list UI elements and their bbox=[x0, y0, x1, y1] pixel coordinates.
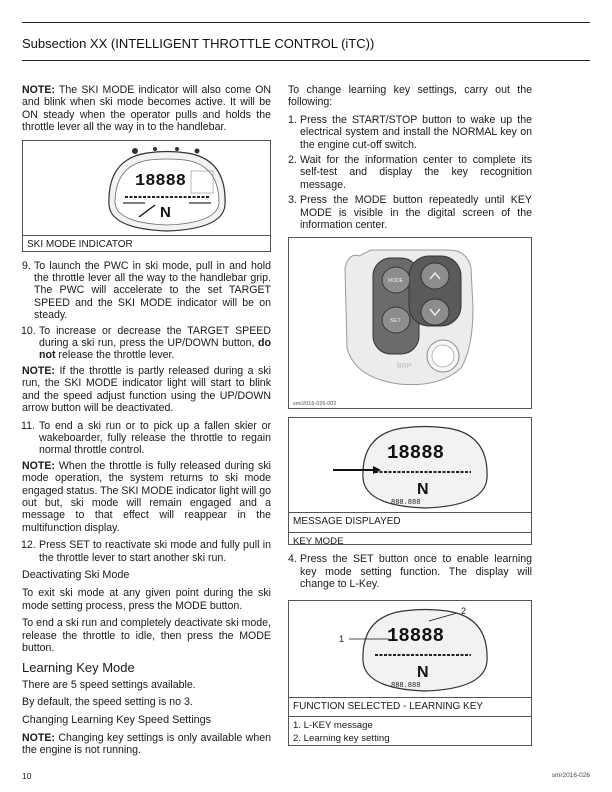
heading-learning-key: Learning Key Mode bbox=[22, 660, 135, 676]
note-text: When the throttle is fully released during ski mode operation, the system returns to ski mode engaged status. The SKI MODE indicator light will go out but, ski mode will remain engaged and a message to that effect will reappear in the multifunction display. bbox=[22, 459, 271, 534]
figure-control-buttons bbox=[288, 237, 532, 409]
step-text: Press the MODE button repeatedly until KEY MODE is visible in the digital screen of the information center. bbox=[300, 194, 532, 232]
note-engine-off bbox=[22, 732, 271, 757]
heading-deactivating: Deactivating Ski Mode bbox=[22, 568, 130, 581]
legend-item-1: 1. L-KEY message bbox=[293, 720, 373, 732]
set-button-label: SET bbox=[390, 318, 401, 325]
step-number: 3. bbox=[288, 194, 297, 207]
paragraph-end-run: To end a ski run and completely deactivate ski mode, release the throttle to idle, then press the MODE button. bbox=[22, 617, 271, 654]
note-label: NOTE: bbox=[22, 459, 55, 472]
note-text: The SKI MODE indicator will also come ON and blink when ski mode becomes active. It will be ON steady when the operator pulls and holds the throttle lever all the way in to the handlebar. bbox=[22, 84, 271, 134]
paragraph-exit: To exit ski mode at any given point during the ski mode setting process, press the MODE button. bbox=[22, 587, 271, 612]
note-label: NOTE: bbox=[22, 84, 55, 96]
step-number: 1. bbox=[288, 113, 297, 126]
page-title: Subsection XX (INTELLIGENT THROTTLE CONTROL (iTC)) bbox=[22, 36, 375, 51]
step-text: To end a ski run or to pick up a fallen skier or wakeboarder, fully release the throttle to regain normal throttle control. bbox=[39, 419, 271, 457]
step-text: Wait for the information center to complete its self-test and display the key recognition message. bbox=[300, 154, 532, 191]
step-emphasis: do not bbox=[39, 337, 271, 362]
step-text: To increase or decrease the TARGET SPEED during a ski run, press the UP/DOWN button, bbox=[39, 324, 271, 350]
steps-ski-run bbox=[22, 260, 271, 362]
figure-caption: FUNCTION SELECTED - LEARNING KEY bbox=[289, 697, 531, 716]
right-column bbox=[288, 84, 532, 746]
step-11 bbox=[22, 420, 271, 457]
step-9 bbox=[22, 260, 271, 322]
steps-end-run bbox=[22, 420, 271, 457]
paragraph-intro: To change learning key settings, carry out the following: bbox=[288, 84, 532, 109]
note-text: If the throttle is partly released during a ski run, the SKI MODE indicator light will start to blink and the speed adjust function using the UP/DOWN arrow button will be deactivated. bbox=[22, 364, 271, 415]
display-digits: 18888 bbox=[135, 171, 187, 191]
step-number: 2. bbox=[288, 154, 297, 167]
svg-text:18888: 18888 bbox=[387, 624, 445, 647]
page-number: 10 bbox=[22, 771, 32, 781]
step-number: 11. bbox=[21, 419, 35, 432]
paragraph-speed-settings: There are 5 speed settings available. bbox=[22, 678, 196, 691]
note-ski-indicator bbox=[22, 84, 271, 134]
figure-subcaption: KEY MODE bbox=[289, 532, 531, 553]
figure-ski-mode-indicator bbox=[22, 140, 271, 252]
step-text: Press the SET button once to enable learning key mode setting function. The display will change to L-Key. bbox=[300, 553, 532, 591]
step-2 bbox=[288, 154, 532, 191]
steps-reactivate bbox=[22, 539, 271, 564]
display-illustration bbox=[289, 418, 531, 512]
display-illustration bbox=[23, 141, 270, 235]
step-number: 4. bbox=[288, 553, 297, 566]
brand-mark: BRP bbox=[397, 363, 412, 371]
step-4 bbox=[288, 553, 532, 590]
figure-caption: SKI MODE INDICATOR bbox=[23, 235, 270, 254]
mode-button-label: MODE bbox=[388, 278, 403, 285]
header-rule bbox=[22, 22, 590, 23]
gauge-display-icon bbox=[23, 141, 270, 235]
callout-2: 2 bbox=[461, 605, 467, 616]
step-number: 12. bbox=[21, 539, 36, 552]
svg-text:888.888: 888.888 bbox=[391, 681, 421, 690]
step-10 bbox=[22, 325, 271, 362]
figure-legend bbox=[289, 716, 531, 749]
header-underline bbox=[22, 60, 590, 61]
paragraph-default-speed: By default, the speed setting is no 3. bbox=[22, 696, 193, 709]
document-code: smr2016-026 bbox=[551, 772, 590, 779]
note-throttle-released bbox=[22, 460, 271, 534]
figure-caption: MESSAGE DISPLAYED bbox=[289, 512, 531, 531]
step-number: 10. bbox=[21, 324, 36, 337]
svg-text:N: N bbox=[417, 663, 429, 681]
step-text-end: release the throttle lever. bbox=[55, 349, 175, 362]
gauge-display-icon bbox=[289, 418, 531, 512]
step-12 bbox=[22, 539, 271, 564]
step-text: Press the START/STOP button to wake up the electrical system and install the NORMAL key on the engine cut-off switch. bbox=[300, 113, 532, 151]
step-number: 9. bbox=[22, 259, 31, 272]
note-partial-throttle bbox=[22, 365, 271, 415]
note-label: NOTE: bbox=[22, 364, 55, 377]
figure-message-displayed bbox=[288, 417, 532, 545]
steps-set-button bbox=[288, 553, 532, 590]
figure-function-selected bbox=[288, 600, 532, 746]
left-column bbox=[22, 84, 271, 762]
legend-item-2: 2. Learning key setting bbox=[293, 732, 390, 744]
note-label: NOTE: bbox=[22, 732, 55, 745]
figure-code: smr2016-026-002 bbox=[293, 401, 337, 408]
note-text: Changing key settings is only available when the engine is not running. bbox=[22, 732, 271, 757]
display-illustration bbox=[289, 601, 531, 695]
gear-indicator: N bbox=[160, 203, 171, 221]
step-1 bbox=[288, 114, 532, 151]
step-3 bbox=[288, 194, 532, 231]
steps-learning-key bbox=[288, 114, 532, 232]
gauge-display-icon bbox=[289, 601, 531, 695]
svg-text:888.888: 888.888 bbox=[391, 499, 421, 508]
button-panel-icon bbox=[289, 238, 531, 408]
heading-changing-settings: Changing Learning Key Speed Settings bbox=[22, 713, 212, 726]
step-text: To launch the PWC in ski mode, pull in and hold the throttle lever all the way to the handlebar grip. The PWC will accelerate to the set TARGET SPEED and the SKI MODE indicator will be on steady. bbox=[34, 259, 271, 322]
step-text: Press SET to reactivate ski mode and fully pull in the throttle lever to start another ski run. bbox=[39, 539, 271, 564]
svg-text:18888: 18888 bbox=[387, 442, 445, 465]
callout-1: 1 bbox=[339, 633, 345, 644]
svg-text:N: N bbox=[417, 481, 429, 499]
